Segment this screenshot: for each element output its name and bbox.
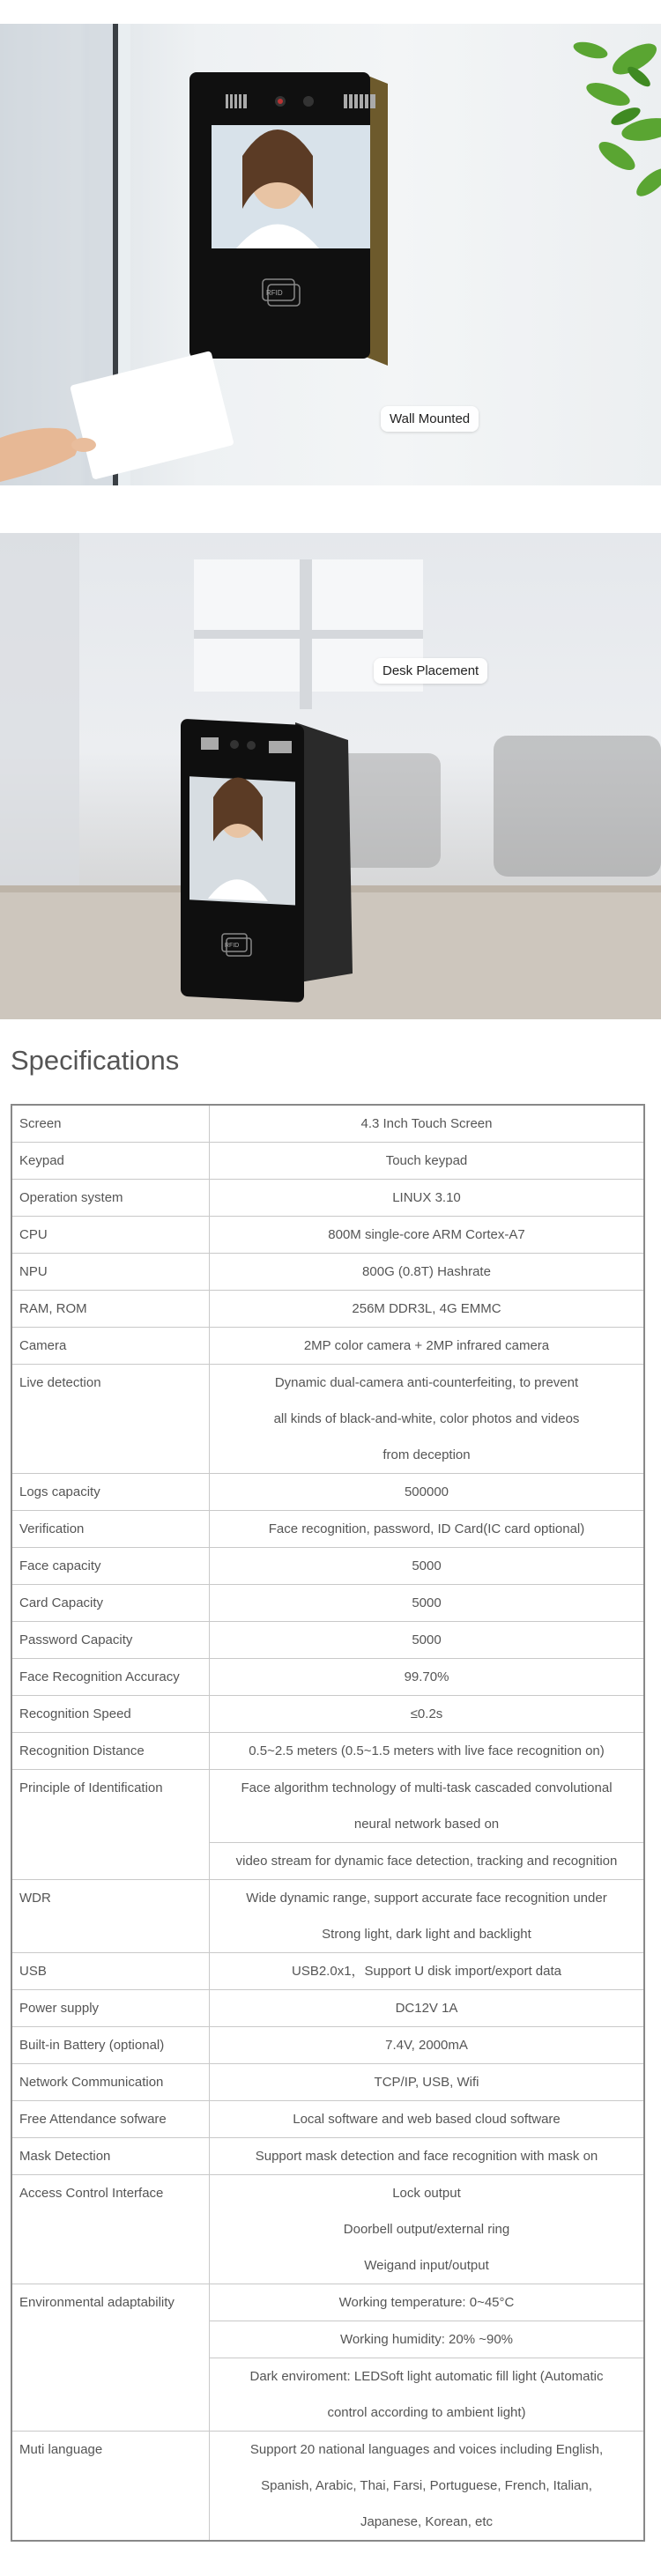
rfid-logo-text-desk: RFID	[225, 943, 240, 949]
spec-value	[210, 1511, 645, 1548]
wall-mounted-photo	[0, 24, 661, 485]
spec-row	[11, 2432, 644, 2542]
spec-value-line: neural network based on	[353, 1817, 500, 1832]
spec-key: Power supply	[11, 1990, 210, 2027]
spec-value-line: 500000	[404, 1484, 449, 1499]
spec-row	[11, 1990, 644, 2027]
desk-placement-label: Desk Placement	[374, 658, 487, 684]
spec-key: Camera	[11, 1328, 210, 1365]
specifications-table-body	[11, 1105, 644, 2541]
spec-value	[210, 2284, 645, 2321]
spec-value	[210, 1365, 645, 1474]
spec-value-line: control according to ambient light)	[327, 2405, 526, 2420]
spec-value-line: 5000	[412, 1595, 442, 1610]
spec-value-line: 4.3 Inch Touch Screen	[360, 1116, 493, 1131]
spec-value-line: Doorbell output/external ring	[343, 2222, 510, 2237]
spec-row	[11, 1585, 644, 1622]
spec-value	[210, 1474, 645, 1511]
spec-value	[210, 1585, 645, 1622]
spec-key: Face capacity	[11, 1548, 210, 1585]
spec-value	[210, 2064, 645, 2101]
spec-row	[11, 1696, 644, 1733]
spec-value-line: 5000	[412, 1558, 442, 1573]
spec-value	[210, 1659, 645, 1696]
spec-key: NPU	[11, 1254, 210, 1291]
spec-row	[11, 2175, 644, 2284]
spec-row	[11, 1622, 644, 1659]
spec-value	[210, 1843, 645, 1880]
spec-value-line: from deception	[382, 1447, 471, 1462]
spec-value	[210, 2138, 645, 2175]
spec-value-line: Support mask detection and face recognition with mask on	[255, 2149, 598, 2164]
spec-row	[11, 1105, 644, 1143]
spec-key: Face Recognition Accuracy	[11, 1659, 210, 1696]
spec-row	[11, 2138, 644, 2175]
spec-row	[11, 1143, 644, 1180]
specifications-table	[11, 1104, 645, 2542]
spec-value	[210, 1696, 645, 1733]
spec-key: RAM, ROM	[11, 1291, 210, 1328]
spec-value	[210, 1733, 645, 1770]
spec-key: Access Control Interface	[11, 2175, 210, 2284]
wall-mounted-label: Wall Mounted	[381, 406, 479, 432]
spec-row	[11, 2284, 644, 2321]
spec-value-line: 7.4V, 2000mA	[385, 2038, 468, 2053]
spec-key: Card Capacity	[11, 1585, 210, 1622]
spec-row	[11, 1180, 644, 1217]
spec-value	[210, 2175, 645, 2284]
spec-row	[11, 2101, 644, 2138]
spec-value-line: ≤0.2s	[410, 1706, 443, 1721]
spec-value	[210, 1548, 645, 1585]
spec-row	[11, 1217, 644, 1254]
spec-value-line: 2MP color camera + 2MP infrared camera	[303, 1338, 550, 1353]
spec-row	[11, 1291, 644, 1328]
spec-value	[210, 2027, 645, 2064]
spec-key: Environmental adaptability	[11, 2284, 210, 2432]
spec-value-line: Lock output	[392, 2186, 461, 2201]
spec-key: Mask Detection	[11, 2138, 210, 2175]
spec-value	[210, 1180, 645, 1217]
spec-key: Screen	[11, 1105, 210, 1143]
spec-value-line: USB2.0x1，Support U disk import/export data	[292, 1964, 561, 1979]
spec-key: CPU	[11, 1217, 210, 1254]
spec-key: Recognition Speed	[11, 1696, 210, 1733]
spec-row	[11, 1770, 644, 1843]
spec-value-line: all kinds of black-and-white, color photos and videos	[273, 1411, 580, 1426]
spec-value	[210, 2358, 645, 2432]
spec-value	[210, 1143, 645, 1180]
spec-value-line: video stream for dynamic face detection, tracking and recognition	[235, 1854, 618, 1869]
spec-value	[210, 1770, 645, 1843]
spec-value	[210, 1953, 645, 1990]
spec-key: Keypad	[11, 1143, 210, 1180]
spec-row	[11, 1953, 644, 1990]
spec-value-line: Weigand input/output	[364, 2258, 489, 2273]
spec-value-line: DC12V 1A	[395, 2001, 458, 2016]
spec-value	[210, 2432, 645, 2542]
spec-value-line: Face algorithm technology of multi-task cascaded convolutional	[241, 1780, 613, 1795]
spec-row	[11, 2064, 644, 2101]
spec-value-line: Spanish, Arabic, Thai, Farsi, Portuguese, French, Italian,	[261, 2478, 592, 2493]
spec-key: Recognition Distance	[11, 1733, 210, 1770]
spec-row	[11, 1511, 644, 1548]
spec-row	[11, 1548, 644, 1585]
desk-placement-illustration	[0, 533, 661, 1019]
spec-value	[210, 1622, 645, 1659]
rfid-logo-text: RFID	[266, 289, 283, 297]
spec-value	[210, 2321, 645, 2358]
spec-value-line: Working humidity: 20% ~90%	[339, 2332, 514, 2347]
spec-row	[11, 1880, 644, 1953]
desk-placement-photo	[0, 533, 661, 1019]
spec-row	[11, 1328, 644, 1365]
spec-value-line: 256M DDR3L, 4G EMMC	[352, 1301, 501, 1316]
spec-key: Logs capacity	[11, 1474, 210, 1511]
spec-key: Principle of Identification	[11, 1770, 210, 1880]
spec-value	[210, 1105, 645, 1143]
spec-value-line: 99.70%	[404, 1669, 449, 1684]
spec-value-line: Dynamic dual-camera anti-counterfeiting, to prevent	[274, 1375, 579, 1390]
spec-value	[210, 1990, 645, 2027]
wall-mounted-illustration	[0, 24, 661, 485]
spec-row	[11, 1254, 644, 1291]
spec-row	[11, 1659, 644, 1696]
spec-value-line: 0.5~2.5 meters (0.5~1.5 meters with live face recognition on)	[249, 1743, 605, 1758]
spec-value-line: Face recognition, password, ID Card(IC card optional)	[268, 1521, 585, 1536]
spec-value-line: 800G (0.8T) Hashrate	[362, 1264, 491, 1279]
spec-key: Built-in Battery (optional)	[11, 2027, 210, 2064]
spec-key: Operation system	[11, 1180, 210, 1217]
spec-value-line: Japanese, Korean, etc	[360, 2514, 494, 2529]
spec-key: USB	[11, 1953, 210, 1990]
spec-key: Muti language	[11, 2432, 210, 2542]
spec-value-line: LINUX 3.10	[392, 1190, 461, 1205]
spec-row	[11, 2027, 644, 2064]
spec-row	[11, 1365, 644, 1474]
spec-key: Network Communication	[11, 2064, 210, 2101]
spec-value-line: 5000	[412, 1632, 442, 1647]
spec-value-line: Wide dynamic range, support accurate face recognition under	[246, 1891, 607, 1906]
spec-value-line: Dark enviroment: LEDSoft light automatic fill light (Automatic	[249, 2369, 604, 2384]
spec-key: Password Capacity	[11, 1622, 210, 1659]
spec-row	[11, 1474, 644, 1511]
spec-value-line: TCP/IP, USB, Wifi	[374, 2075, 479, 2090]
spec-value	[210, 1291, 645, 1328]
spec-key: WDR	[11, 1880, 210, 1953]
specifications-title: Specifications	[11, 1045, 180, 1076]
spec-value-line: 800M single-core ARM Cortex-A7	[328, 1227, 525, 1242]
spec-row	[11, 1733, 644, 1770]
spec-value-line: Local software and web based cloud software	[293, 2112, 561, 2127]
spec-value-line: Strong light, dark light and backlight	[322, 1927, 531, 1942]
spec-value	[210, 1880, 645, 1953]
spec-value	[210, 1254, 645, 1291]
spec-value-line: Working temperature: 0~45°C	[338, 2295, 515, 2310]
spec-key: Live detection	[11, 1365, 210, 1474]
spec-value	[210, 1217, 645, 1254]
spec-key: Verification	[11, 1511, 210, 1548]
spec-value-line: Support 20 national languages and voices including English,	[249, 2442, 604, 2457]
spec-value	[210, 2101, 645, 2138]
spec-value-line: Touch keypad	[385, 1153, 468, 1168]
spec-key: Free Attendance sofware	[11, 2101, 210, 2138]
spec-value	[210, 1328, 645, 1365]
